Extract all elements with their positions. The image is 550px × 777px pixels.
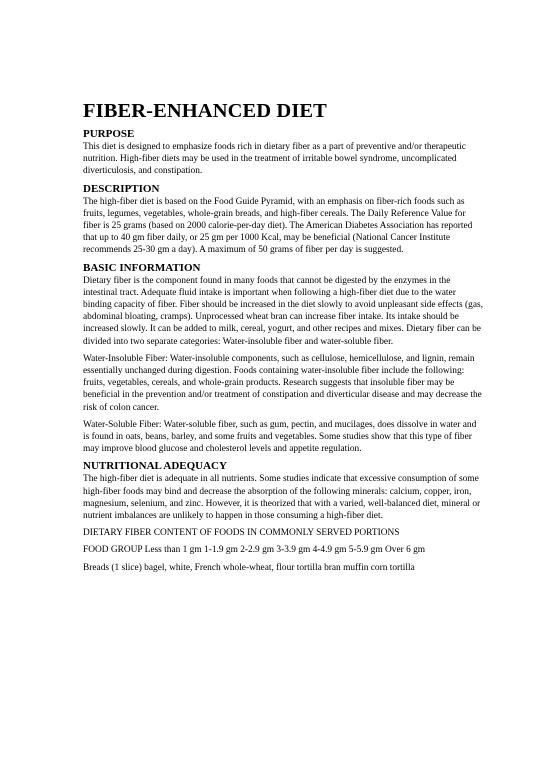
section-description bbox=[83, 183, 483, 257]
section-basic-information bbox=[83, 262, 483, 456]
paragraph: Water-Soluble Fiber: Water-soluble fiber, such as gum, pectin, and mucilages, does dissolve in water and is found in oats, beans, barley, and some fruits and vegetables. Some studies show that this type of fiber may improve blood glucose and cholesterol levels and appetite regulation. bbox=[83, 419, 477, 455]
section-heading: NUTRITIONAL ADEQUACY bbox=[83, 460, 227, 473]
table-row: Breads (1 slice) bagel, white, French whole-wheat, flour tortilla bran muffin corn tortilla bbox=[83, 562, 415, 573]
paragraph: The high-fiber diet is adequate in all nutrients. Some studies indicate that excessive consumption of some high-fiber foods may bind and decrease the absorption of the following minerals: calcium, copper, iron, magnesium, selenium, and zinc. However, it is theorized that with a varied, well-balanced diet, mineral or nutrient imbalances are unlikely to happen in those consuming a high-fiber diet. bbox=[83, 474, 481, 522]
paragraph: Water-Insoluble Fiber: Water-insoluble components, such as cellulose, hemicellulose, and lignin, remain essentially unchanged during digestion. Foods containing water-insoluble fiber include the following: fruits, vegetables, cereals, and whole-grain products. Research suggests that insoluble fiber may be beneficial in the prevention and/or treatment of constipation and diverticular disease and may decrease the risk of colon cancer. bbox=[83, 353, 482, 413]
document-title: FIBER-ENHANCED DIET bbox=[83, 100, 327, 122]
paragraph: Dietary fiber is the component found in many foods that cannot be digested by the enzymes in the intestinal tract. Adequate fluid intake is important when following a high-fiber diet due to the water binding capacity of fiber. Fiber should be increased in the diet slowly to avoid unpleasant side effects (gas, abdominal bloating, cramps). Unprocessed wheat bran can increase fiber intake. Its intake should be increased slowly. It can be added to milk, cereal, yogurt, and other recipes and mixes. Dietary fiber can be divided into two separate categories: Water-insoluble fiber and water-soluble fiber. bbox=[83, 275, 483, 347]
document-body bbox=[83, 100, 483, 579]
table-caption: DIETARY FIBER CONTENT OF FOODS IN COMMONLY SERVED PORTIONS bbox=[83, 528, 400, 539]
section-nutritional-adequacy bbox=[83, 460, 483, 573]
section-purpose bbox=[83, 128, 483, 178]
table-header-row: FOOD GROUP Less than 1 gm 1-1.9 gm 2-2.9 gm 3-3.9 gm 4-4.9 gm 5-5.9 gm Over 6 gm bbox=[83, 545, 426, 556]
section-heading: BASIC INFORMATION bbox=[83, 261, 201, 274]
section-heading: DESCRIPTION bbox=[83, 182, 160, 195]
paragraph: This diet is designed to emphasize foods rich in dietary fiber as a part of preventive and/or therapeutic nutrition. High-fiber diets may be used in the treatment of irritable bowel syndrome, uncomplicated diverticulosis, and constipation. bbox=[83, 142, 466, 177]
paragraph: The high-fiber diet is based on the Food Guide Pyramid, with an emphasis on fiber-rich foods such as fruits, legumes, vegetables, whole-grain breads, and high-fiber cereals. The Daily Reference Value for fiber is 25 grams (based on 2000 calorie-per-day diet). The American Diabetes Association has reported that up to 40 gm fiber daily, or 25 gm per 1000 Kcal, may be beneficial (National Cancer Institute recommends 25-30 gm a day). A maximum of 50 grams of fiber per day is suggested. bbox=[83, 196, 473, 256]
section-heading: PURPOSE bbox=[83, 128, 135, 140]
